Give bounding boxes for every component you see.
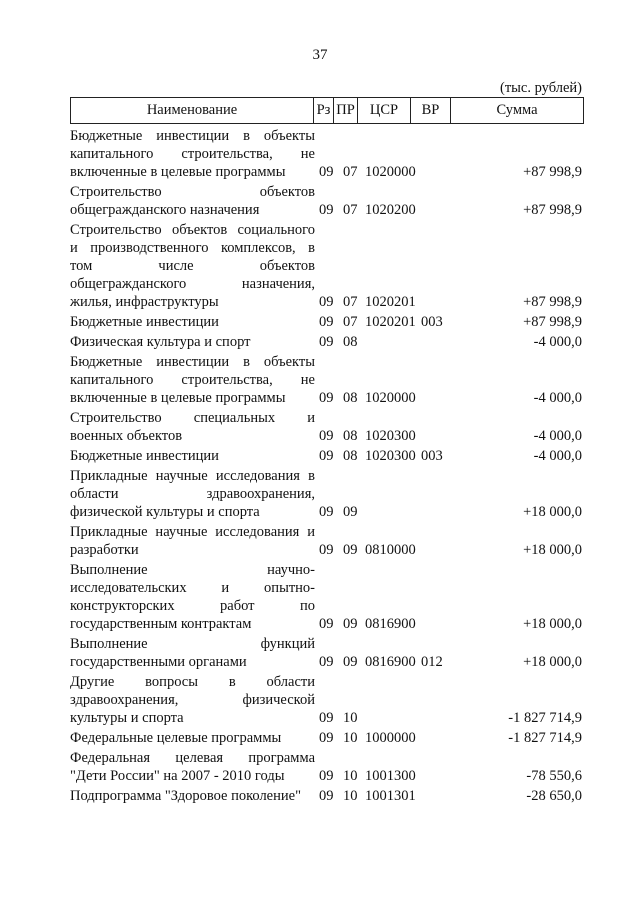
row-name-line: жилья, инфраструктуры [70,294,219,310]
row-sum: -4 000,0 [533,390,582,406]
row-name [70,523,315,559]
row-csr: 0816900 [365,616,416,632]
row-name-line: Бюджетные инвестиции [70,314,219,330]
row-name-line: разработки [70,542,139,558]
table-row [70,127,582,181]
row-name [70,673,315,727]
table-row [70,467,582,521]
row-sum: -4 000,0 [533,428,582,444]
row-sum: -4 000,0 [533,334,582,350]
row-sum: +18 000,0 [523,542,582,558]
row-name-line: Выполнение функций [70,636,315,652]
row-name [70,183,315,219]
table-row [70,561,582,633]
row-vr: 003 [421,314,443,330]
row-sum: -28 650,0 [526,788,582,804]
row-csr: 0810000 [365,542,416,558]
row-pr: 07 [343,314,358,330]
row-csr: 1020300 [365,448,416,464]
table-row [70,313,582,331]
row-csr: 1020201 [365,294,416,310]
row-name-line: включенные в целевые программы [70,164,286,180]
table-row [70,673,582,727]
row-csr: 1020000 [365,390,416,406]
row-sum: +18 000,0 [523,504,582,520]
row-name-line: капитального строительства, не [70,146,315,162]
row-pr: 08 [343,334,358,350]
header-rz: Рз [314,98,334,123]
row-name [70,635,315,671]
row-name [70,729,315,747]
row-name-line: Прикладные научные исследования в [70,468,315,484]
row-pr: 10 [343,730,358,746]
table-body [70,127,582,807]
row-name-line: Строительство специальных и [70,410,315,426]
row-name-line: Другие вопросы в области [70,674,315,690]
table-row [70,787,582,805]
row-name-line: и производственного комплексов, в [70,240,315,256]
table-row [70,635,582,671]
row-sum: +87 998,9 [523,294,582,310]
row-csr: 1001300 [365,768,416,784]
row-pr: 07 [343,164,358,180]
row-pr: 07 [343,294,358,310]
row-name [70,409,315,445]
row-name-line: военных объектов [70,428,183,444]
row-name [70,749,315,785]
row-csr: 1020000 [365,164,416,180]
table-row [70,221,582,311]
row-name-line: Строительство объектов [70,184,315,200]
header-csr: ЦСР [358,98,411,123]
row-rz: 09 [319,164,334,180]
table-row [70,523,582,559]
row-csr: 1000000 [365,730,416,746]
units-label: (тыс. рублей) [500,80,582,96]
row-pr: 08 [343,448,358,464]
row-name-line: Физическая культура и спорт [70,334,251,350]
row-name-line: общегражданского назначения [70,202,260,218]
row-name [70,447,315,465]
row-rz: 09 [319,390,334,406]
row-name-line: Бюджетные инвестиции в объекты [70,354,315,370]
table-row [70,749,582,785]
row-name-line: здравоохранения, физической [70,692,315,708]
table-header [70,97,584,124]
row-pr: 08 [343,428,358,444]
row-pr: 09 [343,542,358,558]
row-rz: 09 [319,542,334,558]
row-name-line: Федеральные целевые программы [70,730,282,746]
row-name-line: общегражданского назначения, [70,276,315,292]
row-csr: 1020201 [365,314,416,330]
row-name-line: культуры и спорта [70,710,184,726]
table-row [70,447,582,465]
header-sum: Сумма [496,102,538,118]
page-number: 37 [312,47,328,63]
row-csr: 1020300 [365,428,416,444]
row-pr: 09 [343,654,358,670]
row-pr: 09 [343,616,358,632]
row-csr: 1020200 [365,202,416,218]
row-sum: -1 827 714,9 [508,730,582,746]
row-name [70,353,315,407]
row-pr: 08 [343,390,358,406]
row-rz: 09 [319,202,334,218]
row-name-line: том числе объектов [70,258,315,274]
row-sum: -1 827 714,9 [508,710,582,726]
row-name [70,787,315,805]
row-rz: 09 [319,616,334,632]
row-name-line: исследовательских и опытно- [70,580,315,596]
row-name-line: капитального строительства, не [70,372,315,388]
table-row [70,183,582,219]
row-rz: 09 [319,504,334,520]
row-rz: 09 [319,334,334,350]
row-sum: +87 998,9 [523,164,582,180]
row-name [70,561,315,633]
row-sum: +87 998,9 [523,314,582,330]
header-pr: ПР [334,98,358,123]
row-name-line: Прикладные научные исследования и [70,524,315,540]
row-name-line: Бюджетные инвестиции [70,448,219,464]
row-name [70,467,315,521]
row-pr: 07 [343,202,358,218]
row-pr: 10 [343,768,358,784]
row-vr: 012 [421,654,443,670]
row-name-line: "Дети России" на 2007 - 2010 годы [70,768,285,784]
row-rz: 09 [319,294,334,310]
row-sum: -78 550,6 [526,768,582,784]
row-csr: 0816900 [365,654,416,670]
row-name-line: Выполнение научно- [70,562,315,578]
row-name [70,221,315,311]
row-sum: +18 000,0 [523,616,582,632]
row-name-line: физической культуры и спорта [70,504,260,520]
row-name-line: включенные в целевые программы [70,390,286,406]
row-rz: 09 [319,768,334,784]
row-csr: 1001301 [365,788,416,804]
row-name-line: конструкторских работ по [70,598,315,614]
row-name-line: государственными органами [70,654,247,670]
row-sum: -4 000,0 [533,448,582,464]
row-name-line: Бюджетные инвестиции в объекты [70,128,315,144]
table-row [70,729,582,747]
row-name-line: Строительство объектов социального [70,222,315,238]
row-sum: +18 000,0 [523,654,582,670]
row-rz: 09 [319,428,334,444]
row-name-line: области здравоохранения, [70,486,315,502]
table-row [70,333,582,351]
row-rz: 09 [319,314,334,330]
row-name [70,313,315,331]
row-pr: 09 [343,504,358,520]
table-row [70,409,582,445]
row-rz: 09 [319,710,334,726]
row-name [70,333,315,351]
row-name [70,127,315,181]
table-row [70,353,582,407]
header-name: Наименование [71,98,314,123]
row-sum: +87 998,9 [523,202,582,218]
row-name-line: государственным контрактам [70,616,252,632]
row-pr: 10 [343,710,358,726]
row-rz: 09 [319,788,334,804]
row-pr: 10 [343,788,358,804]
row-vr: 003 [421,448,443,464]
row-rz: 09 [319,654,334,670]
header-vr: ВР [411,98,451,123]
row-rz: 09 [319,448,334,464]
row-name-line: Подпрограмма "Здоровое поколение" [70,788,301,804]
row-name-line: Федеральная целевая программа [70,750,315,766]
row-rz: 09 [319,730,334,746]
